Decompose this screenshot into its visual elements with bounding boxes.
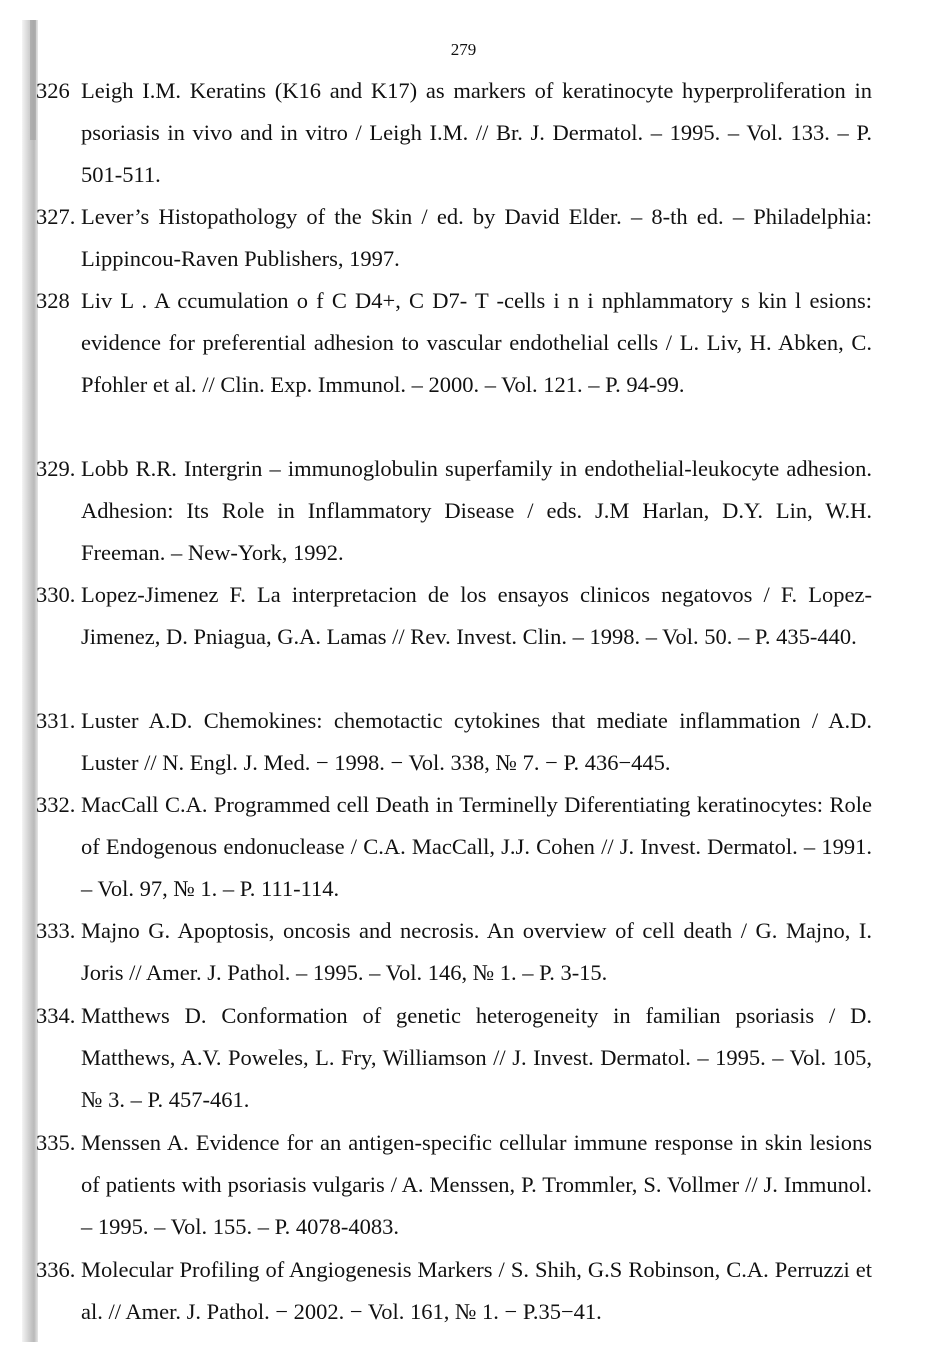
reference-entry — [36, 448, 872, 574]
reference-text: Lever’s Histopathology of the Skin / ed. by David Elder. – 8-th ed. – Philadelphia: Lippincou-Raven Publishers, 1997. — [81, 204, 872, 271]
reference-entry — [36, 196, 872, 280]
reference-number: 332. — [36, 792, 76, 817]
reference-text: MacCall C.A. Programmed cell Death in Terminelly Diferentiating keratinocytes: Role of Endogenous endonuclease / C.A. MacCall, J.J. Cohen // J. Invest. Dermatol. – 1991. – Vol. 97, № 1. – P. 111-114. — [81, 792, 872, 901]
reference-entry — [36, 910, 872, 994]
reference-text: Menssen A. Evidence for an antigen-specific cellular immune response in skin lesions of patients with psoriasis vulgaris / A. Menssen, P. Trommler, S. Vollmer // J. Immunol. – 1995. – Vol. 155. – P. 4078-4083. — [81, 1130, 872, 1239]
reference-number: 335. — [36, 1130, 76, 1155]
page-number: 279 — [450, 40, 477, 59]
reference-entry — [36, 700, 872, 784]
reference-number: 336. — [36, 1257, 76, 1282]
reference-number: 334. — [36, 1003, 76, 1028]
reference-entry — [36, 280, 872, 406]
reference-text: Molecular Profiling of Angiogenesis Markers / S. Shih, G.S Robinson, C.A. Perruzzi et al. // Amer. J. Pathol. − 2002. − Vol. 161, № 1. − P.35−41. — [81, 1257, 872, 1324]
reference-number: 327. — [36, 204, 76, 229]
reference-text: Luster A.D. Chemokines: chemotactic cytokines that mediate inflammation / A.D. Luster // N. Engl. J. Med. − 1998. − Vol. 338, № 7. − P. 436−445. — [81, 708, 872, 775]
reference-text: Majno G. Apoptosis, oncosis and necrosis. An overview of cell death / G. Majno, I. Joris // Amer. J. Pathol. – 1995. – Vol. 146, № 1. – P. 3-15. — [81, 918, 872, 985]
reference-number: 331. — [36, 708, 76, 733]
reference-text: Matthews D. Conformation of genetic heterogeneity in familian psoriasis / D. Matthews, A.V. Poweles, L. Fry, Williamson // J. Invest. Dermatol. – 1995. – Vol. 105, № 3. – P. 457-461. — [81, 1003, 872, 1112]
reference-entry — [36, 574, 872, 658]
reference-entry — [36, 784, 872, 910]
reference-text: Leigh I.M. Keratins (K16 and K17) as markers of keratinocyte hyperproliferation in psoriasis in vivo and in vitro / Leigh I.M. // Br. J. Dermatol. – 1995. – Vol. 133. – P. 501-511. — [81, 78, 872, 187]
reference-number: 330. — [36, 582, 76, 607]
reference-text: Liv L . A ccumulation o f C D4+, C D7- T -cells i n i nphlammatory s kin l esions: evidence for preferential adhesion to vascular endothelial cells / L. Liv, H. Abken, C. Pfohler et al. // Clin. Exp. Immunol. – 2000. – Vol. 121. – P. 94-99. — [81, 288, 872, 397]
reference-entry — [36, 1249, 872, 1333]
reference-text: Lobb R.R. Intergrin – immunoglobulin superfamily in endothelial-leukocyte adhesion. Adhesion: Its Role in Inflammatory Disease / eds. J.M Harlan, D.Y. Lin, W.H. Freeman. – New-York, 1992. — [81, 456, 872, 565]
reference-number: 328 — [36, 288, 70, 313]
reference-number: 326 — [36, 78, 70, 103]
reference-text: Lopez-Jimenez F. La interpretacion de los ensayos clinicos negatovos / F. Lopez-Jimenez, D. Pniagua, G.A. Lamas // Rev. Invest. Clin. – 1998. – Vol. 50. – P. 435-440. — [81, 582, 872, 649]
reference-entry — [36, 1122, 872, 1248]
reference-number: 329. — [36, 456, 76, 481]
reference-entry — [36, 995, 872, 1121]
reference-number: 333. — [36, 918, 76, 943]
reference-entry — [36, 70, 872, 196]
